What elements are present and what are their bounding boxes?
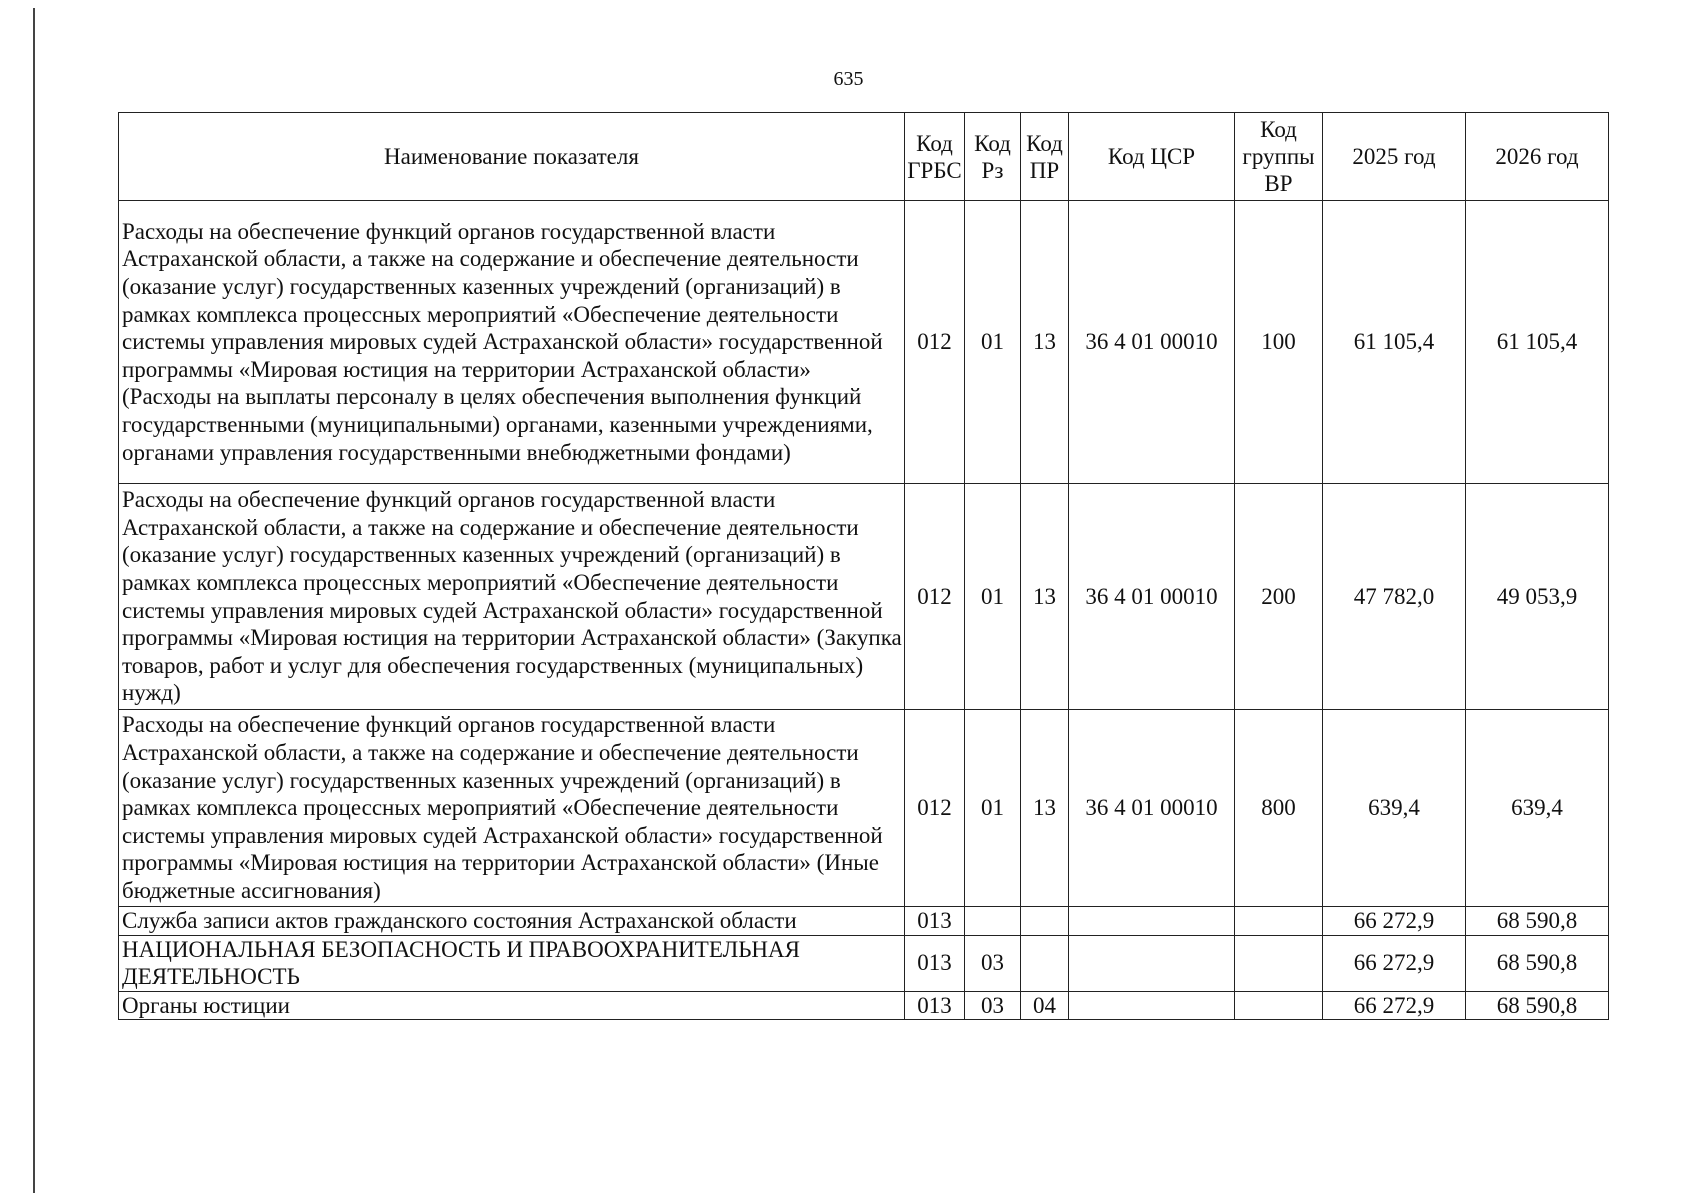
row-vr <box>1235 935 1323 991</box>
row-2026: 68 590,8 <box>1466 907 1609 936</box>
row-grbs: 013 <box>905 907 965 936</box>
row-2025: 66 272,9 <box>1323 991 1466 1020</box>
header-vr-line1: Код <box>1260 117 1297 142</box>
row-csr <box>1069 907 1235 936</box>
row-2026: 68 590,8 <box>1466 991 1609 1020</box>
row-name: Органы юстиции <box>119 991 905 1020</box>
table-row <box>119 484 1609 710</box>
row-name: Расходы на обеспечение функций органов государственной власти Астраханской области, а также на содержание и обеспечение деятельности (оказание услуг) государственных казенных учреждений (организаций) в рамках комплекса процессных мероприятий «Обеспечение деятельности системы управления мировых судей Астраханской области» государственной программы «Мировая юстиция на территории Астраханской области» (Закупка товаров, работ и услуг для обеспечения государственных (муниципальных) нужд) <box>119 484 905 710</box>
row-2025: 66 272,9 <box>1323 935 1466 991</box>
table-header-row <box>119 113 1609 201</box>
header-2025: 2025 год <box>1323 113 1466 201</box>
row-vr <box>1235 991 1323 1020</box>
table-row <box>119 710 1609 907</box>
row-name: Служба записи актов гражданского состояния Астраханской области <box>119 907 905 936</box>
row-rz: 01 <box>965 201 1021 484</box>
header-2026: 2026 год <box>1466 113 1609 201</box>
header-grbs <box>905 113 965 201</box>
row-vr: 100 <box>1235 201 1323 484</box>
row-pr: 13 <box>1021 484 1069 710</box>
row-2026: 68 590,8 <box>1466 935 1609 991</box>
header-rz <box>965 113 1021 201</box>
row-grbs: 013 <box>905 935 965 991</box>
row-2025: 47 782,0 <box>1323 484 1466 710</box>
row-name: Расходы на обеспечение функций органов государственной власти Астраханской области, а также на содержание и обеспечение деятельности (оказание услуг) государственных казенных учреждений (организаций) в рамках комплекса процессных мероприятий «Обеспечение деятельности системы управления мировых судей Астраханской области» государственной программы «Мировая юстиция на территории Астраханской области» (Расходы на выплаты персоналу в целях обеспечения выполнения функций государственными (муниципальными) органами, казенными учреждениями, органами управления государственными внебюджетными фондами) <box>119 201 905 484</box>
row-2026: 49 053,9 <box>1466 484 1609 710</box>
header-vr <box>1235 113 1323 201</box>
header-pr-line2: ПР <box>1029 157 1060 183</box>
page-number: 635 <box>833 68 864 90</box>
table-row <box>119 935 1609 991</box>
row-pr: 04 <box>1021 991 1069 1020</box>
row-rz: 01 <box>965 484 1021 710</box>
row-csr: 36 4 01 00010 <box>1069 484 1235 710</box>
row-grbs: 012 <box>905 710 965 907</box>
row-vr: 800 <box>1235 710 1323 907</box>
row-2025: 66 272,9 <box>1323 907 1466 936</box>
table-row <box>119 991 1609 1020</box>
row-2025: 639,4 <box>1323 710 1466 907</box>
header-grbs-line1: Код <box>916 130 953 156</box>
header-vr-line2: группы <box>1242 144 1315 169</box>
row-pr: 13 <box>1021 710 1069 907</box>
row-pr <box>1021 935 1069 991</box>
header-vr-line3: ВР <box>1264 171 1293 196</box>
header-pr <box>1021 113 1069 201</box>
header-pr-line1: Код <box>1026 130 1063 156</box>
row-2026: 61 105,4 <box>1466 201 1609 484</box>
header-grbs-line2: ГРБС <box>907 157 962 183</box>
header-rz-line1: Код <box>974 130 1011 156</box>
row-rz: 01 <box>965 710 1021 907</box>
row-2026: 639,4 <box>1466 710 1609 907</box>
header-name: Наименование показателя <box>119 113 905 201</box>
page-margin-line <box>33 8 35 1193</box>
header-rz-line2: Рз <box>981 157 1004 183</box>
row-pr: 13 <box>1021 201 1069 484</box>
row-rz: 03 <box>965 991 1021 1020</box>
row-pr <box>1021 907 1069 936</box>
row-csr: 36 4 01 00010 <box>1069 710 1235 907</box>
row-vr <box>1235 907 1323 936</box>
row-csr <box>1069 935 1235 991</box>
budget-table <box>118 112 1609 1020</box>
row-vr: 200 <box>1235 484 1323 710</box>
row-rz <box>965 907 1021 936</box>
row-grbs: 013 <box>905 991 965 1020</box>
row-name: Расходы на обеспечение функций органов государственной власти Астраханской области, а также на содержание и обеспечение деятельности (оказание услуг) государственных казенных учреждений (организаций) в рамках комплекса процессных мероприятий «Обеспечение деятельности системы управления мировых судей Астраханской области» государственной программы «Мировая юстиция на территории Астраханской области» (Иные бюджетные ассигнования) <box>119 710 905 907</box>
row-csr: 36 4 01 00010 <box>1069 201 1235 484</box>
row-2025: 61 105,4 <box>1323 201 1466 484</box>
row-name: НАЦИОНАЛЬНАЯ БЕЗОПАСНОСТЬ И ПРАВООХРАНИТЕЛЬНАЯ ДЕЯТЕЛЬНОСТЬ <box>119 935 905 991</box>
row-csr <box>1069 991 1235 1020</box>
table-row <box>119 201 1609 484</box>
table-row <box>119 907 1609 936</box>
row-rz: 03 <box>965 935 1021 991</box>
row-grbs: 012 <box>905 484 965 710</box>
header-csr: Код ЦСР <box>1069 113 1235 201</box>
row-grbs: 012 <box>905 201 965 484</box>
